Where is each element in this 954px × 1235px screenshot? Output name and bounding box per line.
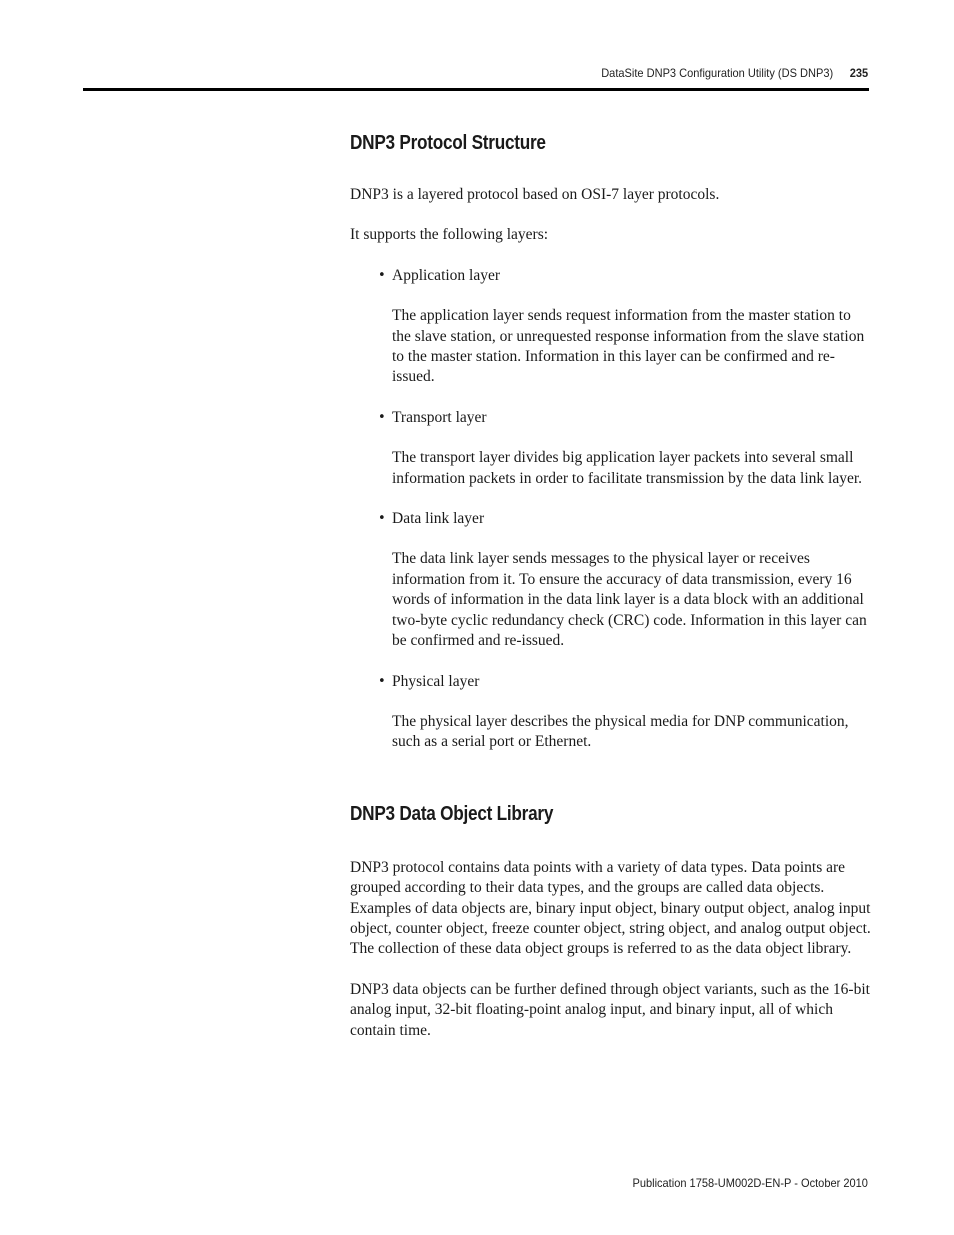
page-number: 235 — [849, 66, 868, 80]
library-paragraph: DNP3 protocol contains data points with a variety of data types. Data points are grouped according to their data types, and the groups are called data objects. Examples of data objects are, binary input object, binary output object, analog input object, counter object, freeze counter object, string object, and analog output object. The collection of these data object groups is referred to as the data object library. — [350, 858, 871, 958]
list-item — [350, 509, 872, 651]
running-header — [601, 66, 868, 80]
main-content — [350, 132, 872, 1041]
layer-description: The application layer sends request information from the master station to the slave station, or unrequested response information from the slave station to the master station. Information in this layer can be confirmed and re-issued. — [392, 307, 865, 386]
layer-name: • Application layer — [392, 266, 872, 286]
intro-paragraph: DNP3 is a layered protocol based on OSI-7 layer protocols. — [350, 186, 720, 203]
header-rule — [83, 88, 869, 91]
layer-description: The data link layer sends messages to the physical layer or receives information from it. To ensure the accuracy of data transmission, every 16 words of information in the data link layer is a data block with an additional two-byte cyclic redundancy check (CRC) code. Information in this layer can be confirmed and re-issued. — [392, 550, 867, 650]
layer-description: The physical layer describes the physical media for DNP communication, such as a serial port or Ethernet. — [392, 712, 849, 751]
library-paragraph: DNP3 data objects can be further defined through object variants, such as the 16-bit analog input, 32-bit floating-point analog input, and binary input, all of which contain time. — [350, 980, 870, 1039]
layer-name: • Data link layer — [392, 509, 872, 529]
layer-name: • Physical layer — [392, 672, 872, 692]
section-title-protocol-structure: DNP3 Protocol Structure — [350, 132, 546, 154]
running-title: DataSite DNP3 Configuration Utility (DS DNP3) — [601, 66, 834, 80]
section-title-data-object-library: DNP3 Data Object Library — [350, 802, 554, 825]
layer-list — [350, 266, 872, 753]
layers-lead-paragraph: It supports the following layers: — [350, 226, 549, 244]
layer-name: • Transport layer — [392, 408, 872, 428]
list-item — [350, 408, 872, 489]
list-item — [350, 672, 872, 753]
list-item — [350, 266, 872, 388]
layer-description: The transport layer divides big application layer packets into several small information packets in order to facilitate transmission by the data link layer. — [392, 449, 863, 487]
publication-footer: Publication 1758-UM002D-EN-P - October 2010 — [632, 1176, 868, 1190]
